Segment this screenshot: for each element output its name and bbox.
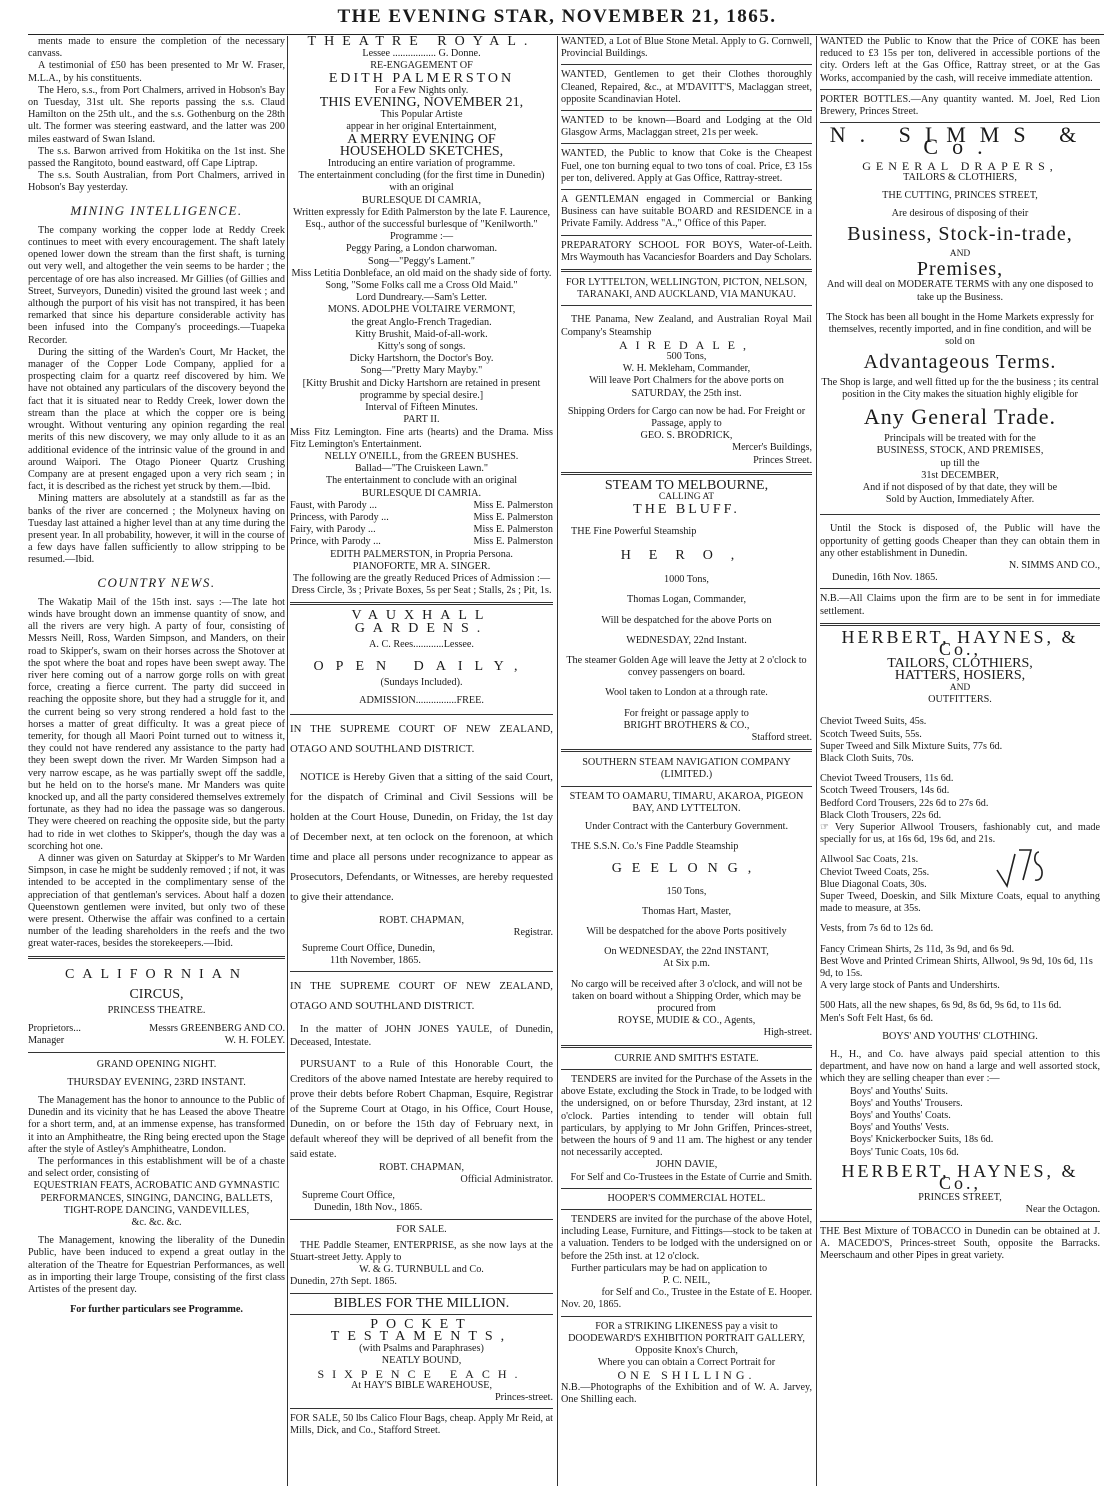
theatre-line: The entertainment concluding (for the first time in Dunedin) with an original [298, 170, 545, 194]
price-line: Fancy Crimean Shirts, 2s 11d, 3s 9d, and 6s 9d. [820, 943, 1015, 955]
price-line: A very large stock of Pants and Undershirts. [820, 980, 1000, 992]
hero-calling: CALLING AT [658, 492, 715, 503]
forsale-agent: W. & G. TURNBULL and Co. [359, 1264, 484, 1276]
simms-ifnot: And if not disposed of by that date, they will be [862, 481, 1058, 493]
handwritten-annotation-mark [993, 840, 1063, 900]
simms-terms: Advantageous Terms. [863, 351, 1057, 374]
theatre-line: BURLESQUE DI CAMRIA. [361, 487, 482, 499]
simms-shop: The Shop is large, and well fitted up for the the business ; its central position in the City makes the situation highly eligible for [821, 376, 1099, 400]
simms-signature: N. SIMMS AND CO., [1008, 560, 1100, 571]
simms-premises: Premises, [916, 258, 1004, 281]
simms-tailors: TAILORS & CLOTHIERS, [903, 171, 1017, 183]
price-line: Super Tweed and Silk Mixture Suits, 77s 6d. [820, 740, 1003, 752]
price-line: 500 Hats, all the new shapes, 6s 9d, 8s 6d, 9s 6d, to 11s 6d. [820, 1000, 1062, 1012]
currie-body: TENDERS are invited for the Purchase of the Assets in the above Estate, excluding the Stock in Trade, to be lodged with the undersigned, on or before Thursday, 23rd instant, at 12 o'clock. Parties intending to tender will obtain full particulars, by applying to Mr John Griffen, Princes-street, between the hours of 9 and 11 am. The highest or any tender not necessarily accepted. [561, 1073, 812, 1159]
tobacco-ad: THE Best Mixture of TOBACCO in Dunedin can be obtained at J. A. MACEDO'S, Princes-street South, opposite the Barracks. Meerschaum and other Pipes in great variety. [820, 1225, 1100, 1262]
geelong-cargo: No cargo will be received after 3 o'clock, and will not be taken on board without a Shipping Order, which may be procured from [570, 978, 803, 1015]
geelong-ship: GEELONG, [611, 861, 762, 877]
theatre-line: Peggy Paring, a London charwoman. [345, 243, 498, 255]
theatre-line: HOUSEHOLD SKETCHES, [339, 143, 504, 159]
column-divider [557, 36, 558, 1486]
divider [561, 305, 812, 306]
bibles-price: SIXPENCE EACH. [317, 1366, 526, 1381]
geelong-contract: Under Contract with the Canterbury Government. [584, 821, 789, 833]
divider [561, 1209, 812, 1210]
simms-date: Dunedin, 16th Nov. 1865. [832, 572, 938, 584]
vauxhall-open: OPEN DAILY, [313, 658, 530, 674]
bibles-line: NEATLY BOUND, [381, 1355, 462, 1367]
cast-row [290, 500, 553, 512]
herbert-haynes-ad [820, 626, 1100, 1217]
price-line: Bedford Cord Trousers, 22s 6d to 27s 6d. [820, 797, 989, 809]
classified-ad: WANTED, the Public to know that Coke is the Cheapest Fuel, one ton burning equal to two tons of coal. Price, £3 15s per ton, delivered. Apply at Gas Office, Rattray-street. [561, 148, 812, 184]
court-office: Supreme Court Office, Dunedin, [302, 942, 436, 954]
currie-role: For Self and Co-Trustees in the Estate of Currie and Smith. [570, 1171, 812, 1183]
bibles-line: (with Psalms and Paraphrases) [359, 1343, 484, 1355]
simms-title: N. SIMMS & Co. [829, 122, 1091, 160]
court-body: NOTICE is Hereby Given that a sitting of the said Court, for the dispatch of Criminal and Civil Sessions will be holden at the Court House, Dunedin, on Friday, the 1st day of December next, at ten oclock on the forenoon, at which time and place all persons under recognizance to appear as Prosecutors, Defendants, or Witnesses, are hereby requested to give their attendance. [290, 770, 553, 903]
airedale-tons: 500 Tons, [666, 351, 707, 363]
bibles-line: At HAY'S BIBLE WAREHOUSE, [350, 1379, 493, 1391]
classified-ad: WANTED, a Lot of Blue Stone Metal. Apply to G. Cornwell, Provincial Buildings. [561, 36, 812, 60]
hh-title-2: HERBERT, HAYNES, & Co., [841, 1160, 1079, 1194]
vauxhall-lessee: A. C. Rees............Lessee. [369, 638, 474, 650]
airedale-orders: Shipping Orders for Cargo can now be had. For Freight or Passage, apply to [567, 405, 806, 430]
simms-drapers: GENERAL DRAPERS, [862, 158, 1058, 173]
currie-heading: CURRIE AND SMITH'S ESTATE. [614, 1052, 759, 1064]
vauxhall-title: VAUXHALL GARDENS. [351, 608, 492, 636]
theatre-line: [Kitty Brushit and Dicky Hartshorn are retained in present programme by special desire.] [302, 377, 541, 401]
simms-cutting: THE CUTTING, PRINCES STREET, [882, 190, 1038, 202]
portrait-nb: N.B.—Photographs of the Exhibition and of W. A. Jarvey, One Shilling each. [561, 1381, 812, 1405]
simms-nb: N.B.—All Claims upon the firm are to be sent in for immediate settlement. [820, 593, 1100, 617]
portrait-ad [561, 1321, 812, 1406]
cast-actor: Miss E. Palmerston [473, 511, 553, 523]
theatre-line: Lord Dundreary.—Sam's Letter. [356, 292, 487, 304]
cast-row [290, 536, 553, 548]
hero-body: THE Fine Powerful Steamship [571, 525, 697, 537]
simms-auction: Sold by Auction, Immediately After. [885, 494, 1035, 506]
proprietors-label: Proprietors... [28, 1023, 81, 1035]
bibles-line: Princes-street. [495, 1392, 553, 1404]
boys-item: Boys' and Youths' Trousers. [850, 1097, 963, 1109]
hh-and: AND [949, 682, 971, 693]
theatre-line: RE-ENGAGEMENT OF [370, 60, 473, 72]
hero-agent: BRIGHT BROTHERS & CO., [623, 719, 750, 731]
hooper-signature: P. C. NEIL, [662, 1274, 711, 1286]
court-signature: ROBT. CHAPMAN, [378, 914, 464, 926]
circus-etc: &c. &c. &c. [131, 1217, 182, 1229]
paragraph: The s.s. Barwon arrived from Hokitika on the 1st inst. She passed the Rangitoto, bound eastward, off Cape Liptrap. [28, 145, 285, 170]
theatre-line: Miss Fitz Lemington. Fine arts (hearts) and the Drama. Miss Fitz Lemington's Entertainment. [290, 426, 553, 450]
cast-actor: Miss E. Palmerston [473, 536, 553, 548]
paragraph: The Management, knowing the liberality of the Dunedin Public, have been induced to expend a great outlay in the alteration of the Theatre for Equestrian Performances, as well as in importing their large Troupe, consisting of the first class Artistes of the present day. [28, 1235, 285, 1296]
theatre-line: Kitty Brushit, Maid-of-all-work. [355, 328, 488, 340]
theatre-line: the great Anglo-French Tragedian. [351, 316, 492, 328]
portrait-price: ONE SHILLING. [617, 1368, 756, 1383]
hero-commander: Thomas Logan, Commander, [627, 594, 746, 606]
hero-tender: The steamer Golden Age will leave the Jetty at 2 o'clock to convey passengers on board. [566, 655, 807, 679]
theatre-line: Programme :— [389, 231, 454, 243]
hh-boys-heading: BOYS' AND YOUTHS' CLOTHING. [882, 1030, 1038, 1042]
circus-ad [28, 966, 285, 1317]
hooper-role: for Self and Co., Trustee in the Estate of E. Hooper. [601, 1287, 812, 1299]
geelong-street: High-street. [763, 1027, 812, 1039]
currie-signature: JOHN DAVIE, [655, 1159, 718, 1171]
divider [561, 235, 812, 236]
divider [28, 1052, 285, 1053]
vauxhall-ad [290, 610, 553, 707]
divider [561, 269, 812, 272]
hero-apply: For freight or passage apply to [624, 707, 749, 719]
airedale-agent: GEO. S. BRODRICK, [640, 430, 733, 442]
geelong-agent: ROYSE, MUDIE & CO., Agents, [617, 1015, 756, 1027]
price-line: Best Wove and Printed Crimean Shirts, Allwool, 9s 9d, 10s 6d, 11s 9d, to 15s. [820, 955, 1093, 979]
hero-heading: STEAM TO MELBOURNE, [604, 477, 769, 493]
cast-role: Fairy, with Parody ... [290, 524, 376, 536]
simms-ad [820, 122, 1100, 618]
paragraph: The s.s. South Australian, from Port Chalmers, arrived in Hobson's Bay yesterday. [28, 170, 285, 194]
divider [290, 714, 553, 715]
theatre-line: MONS. ADOLPHE VOLTAIRE VERMONT, [327, 304, 516, 316]
hh-near: Near the Octagon. [1025, 1204, 1100, 1216]
hero-wool: Wool taken to London at a through rate. [605, 687, 768, 699]
court-matter: In the matter of JOHN JONES YAULE, of Dunedin, Deceased, Intestate. [290, 1024, 553, 1048]
cast-role: Princess, with Parody ... [290, 511, 389, 523]
airedale-addr: Mercer's Buildings, [732, 442, 812, 454]
column-2 [290, 36, 553, 1486]
hero-ship: HERO, [620, 548, 753, 563]
simms-dec: 31st DECEMBER, [921, 469, 999, 481]
simms-desirous: Are desirous of disposing of their [891, 208, 1029, 220]
simms-bsp: BUSINESS, STOCK, AND PREMISES, [876, 445, 1044, 457]
divider [561, 110, 812, 111]
theatre-lessee: Lessee ................. G. Donne. [362, 48, 481, 60]
simms-principals: Principals will be treated with for the [884, 433, 1036, 445]
geelong-date: On WEDNESDAY, the 22nd INSTANT, [604, 946, 769, 958]
divider [290, 602, 553, 605]
divider [561, 143, 812, 144]
geelong-tons: 150 Tons, [666, 885, 707, 897]
classified-ad: A GENTLEMAN engaged in Commercial or Banking Business can have suitable BOARD and RESIDENCE in a Private Family. Address "A.," Office of this Paper. [561, 194, 812, 230]
paragraph: The company working the copper lode at Reddy Creek continues to meet with every encouragement. The shaft lately opened lower down the stream than the first shaft, is turning out very well, and altogether the vein seems to be harder ; the percentage of ore has also increased. Mr Gillies (of Gillies and Street, Surveyors, Dunedin) visited the ground last week ; and although the purport of his visit has not transpired, it has been remarked that since his departure considerable activity has been infused into the Company's proceedings.—Tuapeka Recorder. [28, 224, 285, 346]
airedale-street: Princes Street. [753, 454, 812, 466]
court-date: 11th November, 1865. [330, 955, 421, 967]
divider [561, 1045, 812, 1048]
vauxhall-sundays: (Sundays Included). [380, 677, 463, 689]
airedale-commander: W. H. Mekleham, Commander, [622, 363, 751, 375]
hooper-further: Further particulars may be had on application to [571, 1262, 768, 1274]
divider [561, 1316, 812, 1317]
theatre-line: Song—"Pretty Mary Mayby." [360, 365, 483, 377]
divider [820, 89, 1100, 90]
theatre-line: Miss Letitia Donbleface, an old maid on the shady side of forty. [291, 267, 552, 279]
hh-boys-body: H., H., and Co. have always paid special attention to this department, and have now on hand a large and well assorted stock, which they are selling cheaper than ever :— [820, 1049, 1100, 1085]
price-line: Allwool Sac Coats, 21s. [820, 854, 919, 866]
cast-actor: Miss E. Palmerston [473, 524, 553, 536]
hero-street: Stafford street. [751, 732, 812, 744]
bibles-heading: BIBLES FOR THE MILLION. [333, 1295, 510, 1311]
geelong-master: Thomas Hart, Master, [642, 905, 731, 917]
price-line: Scotch Tweed Trousers, 14s 6d. [820, 785, 950, 797]
theatre-line: PIANOFORTE, MR A. SINGER. [352, 560, 491, 572]
theatre-line: Introducing an entire variation of programme. [327, 158, 516, 170]
paragraph: During the sitting of the Warden's Court, Mr Hacket, the manager of the Copper Lode Company, applied for a prospecting claim for a quartz reef discovered by him. We have not obtained any particulars of the discovery beyond the fact that it is situated near to Reddy Creek, lower down the stream than the place at which the copper ore is being wrought. Without venturing any opinion regarding the real merits of this new discovery, we may only allude to it as an additional evidence of the intrinsic value of the ground in and around Waipori. The Otago Pioneer Quartz Crushing Company are at present engaged upon a very rich seam ; in fact, it is described as the richest yet struck by them.—Ibid. [28, 346, 285, 493]
price-line: Black Cloth Suits, 70s. [820, 752, 914, 764]
bibles-title: POCKET TESTAMENTS, [330, 1316, 513, 1345]
divider [290, 971, 553, 972]
currie-ad [561, 1053, 812, 1184]
hh-street: PRINCES STREET, [918, 1192, 1002, 1204]
divider [290, 1314, 553, 1315]
court-date: Dunedin, 18th Nov., 1865. [314, 1202, 423, 1214]
theatre-line: BURLESQUE DI CAMRIA, [361, 194, 482, 206]
simms-business: Business, Stock-in-trade, [847, 223, 1073, 246]
divider [820, 623, 1100, 626]
theatre-line: Kitty's song of songs. [377, 341, 466, 353]
divider [820, 514, 1100, 515]
hh-tailors: TAILORS, CLOTHIERS, [887, 656, 1033, 672]
classified-ad: WANTED to be known—Board and Lodging at the Old Glasgow Arms, Maclaggan street, 21s per week. [561, 115, 812, 139]
hh-outfitters: OUTFITTERS. [928, 694, 992, 706]
manager-label: Manager [28, 1035, 65, 1047]
circus-venue: PRINCESS THEATRE. [107, 1005, 206, 1017]
price-line: Black Cloth Trousers, 22s 6d. [820, 809, 942, 821]
divider [290, 1408, 553, 1409]
theatre-line: Written expressly for Edith Palmerston by the late F. Laurence, Esq., author of the successful burlesque of "Kenilworth." [292, 206, 551, 231]
hooper-body: TENDERS are invited for the purchase of the above Hotel, including Lease, Furniture, and Fittings—stock to be taken at a valuation. Tenders to be lodged with the undersigned on or before the 25th inst. at 12 o'clock. [561, 1213, 812, 1262]
theatre-line: Song, "Some Folks call me a Cross Old Maid." [325, 280, 518, 292]
theatre-prices: Dress Circle, 3s ; Private Boxes, 5s per Seat ; Stalls, 2s ; Pit, 1s. [291, 585, 552, 597]
forsale-date: Dunedin, 27th Sept. 1865. [290, 1276, 397, 1288]
boys-item: Boys' and Youths' Vests. [850, 1122, 949, 1134]
theatre-line: EDITH PALMERSTON, in Propria Persona. [330, 548, 513, 560]
divider [820, 588, 1100, 589]
portrait-body: FOR a STRIKING LIKENESS pay a visit to DOODEWARD'S EXHIBITION PORTRAIT GALLERY, [568, 1320, 805, 1344]
price-line: Scotch Tweed Suits, 55s. [820, 728, 922, 740]
boys-item: Boys' Tunic Coats, 10s 6d. [850, 1146, 959, 1158]
airedale-heading: FOR LYTTELTON, WELLINGTON, PICTON, NELSON, TARANAKI, AND AUCKLAND, VIA MANUKAU. [565, 277, 808, 301]
simms-stock: The Stock has been all bought in the Home Markets expressly for themselves, recently imported, and in fine condition, and will be sold on [826, 311, 1094, 348]
paragraph: The Wakatip Mail of the 15th inst. says :—The late hot winds have brought down an immense quantity of snow, and all the rivers are very high. A party of four, consisting of Messrs Neill, Ross, Warden Simpson, and Manders, on their road to Skipper's, swam on their horses across the Shotover at the spot where the boat and ropes have been swept away. The river here coming out of a narrow gorge rolls on with great force, creating a fierce current. The party did succeed in reaching the opposite shore, but they had a struggle for it, and the current being so very strong rendered a hold fast to the horses a matter of great difficulty. It was a great piece of temerity, for though all Maori Point turned out to witness it, they could not have rendered any assistance to the party had they been swept down the river. Mr Warden Simpson had a very narrow escape, as he was partially swept off the saddle, but he held on to the horse's mane. Mr Manders was quite knocked up, and all the party considered themselves extremely fortunate, as they had no idea the passage was so dangerous. They were cheered on reaching the opposite side, but the party had to ride in wet clothes to Skipper's, though the day was a scorching hot one. [28, 596, 285, 852]
cast-role: Faust, with Parody ... [290, 499, 377, 511]
geelong-time: At Six p.m. [663, 958, 710, 970]
hero-tons: 1000 Tons, [664, 574, 709, 586]
theatre-line: PART II. [403, 414, 440, 426]
cast-row [290, 512, 553, 524]
simms-until: Until the Stock is disposed of, the Public will have the opportunity of getting goods Cheaper than they can obtain them in any other establishment in Dunedin. [820, 523, 1100, 559]
court-notice-1 [290, 719, 553, 968]
geelong-sail: Will be despatched for the above Ports positively [586, 926, 787, 938]
section-heading-mining: MINING INTELLIGENCE. [70, 202, 243, 218]
cast-actor: Miss E. Palmerston [473, 499, 553, 511]
theatre-ad [290, 36, 553, 597]
circus-footer: For further particulars see Programme. [70, 1304, 243, 1316]
court-role: Registrar. [513, 926, 553, 938]
hooper-heading: HOOPER'S COMMERCIAL HOTEL. [607, 1192, 766, 1204]
classified-ad: WANTED, Gentlemen to get their Clothes thoroughly Cleaned, Repaired, &c., at M'DAVITT'S, Maclaggan street, opposite Scandinavian Hotel. [561, 69, 812, 105]
theatre-line: Ballad—"The Cruiskeen Lawn." [354, 463, 489, 475]
manager: W. H. FOLEY. [224, 1035, 285, 1047]
paragraph: The Management has the honor to announce to the Public of Dunedin and its vicinity that he has Leased the above Theatre for a short term, and, at an immense expense, has transformed it into an Amphitheatre, the Ring being erected upon the Stage after the style of Astley's Amphitheatre, London. [28, 1095, 285, 1155]
paragraph: ments made to ensure the completion of the necessary canvass. [28, 36, 285, 60]
porter-ad: PORTER BOTTLES.—Any quantity wanted. M. Joel, Red Lion Brewery, Princes Street. [820, 93, 1100, 118]
price-line: Super Tweed, Doeskin, and Silk Mixture Coats, equal to anything made to measure, at 35s. [820, 890, 1100, 915]
theatre-line: Interval of Fifteen Minutes. [365, 402, 478, 414]
price-line: Cheviot Tweed Coats, 25s. [820, 866, 930, 878]
court-role: Official Administrator. [460, 1173, 553, 1185]
price-line: Cheviot Tweed Trousers, 11s 6d. [820, 773, 954, 785]
price-line: Cheviot Tweed Suits, 45s. [820, 716, 927, 728]
divider [561, 749, 812, 752]
court-body: PURSUANT to a Rule of this Honorable Court, the Creditors of the above named Intestate are hereby required to prove their debts before Robert Chapman, Esquire, Registrar of the Supreme Court at Otago, in his Office, Court House, Dunedin, on or before the 15th day of February next, in default whereof they will be deprived of all benefit from the said estate. [290, 1058, 553, 1160]
paragraph: A testimonial of £50 has been presented to Mr W. Fraser, M.L.A., by his constituents. [28, 60, 285, 84]
coke-ad: WANTED the Public to Know that the Price of COKE has been reduced to £3 15s per ton, delivered in accessible portions of the city. Orders left at the Gas Office, Rattray street, or at the Gas Works, accompanied by the cash, will receive immediate attention. [820, 36, 1100, 84]
court-heading: IN THE SUPREME COURT OF NEW ZEALAND, OTAGO AND SOUTHLAND DISTRICT. [290, 722, 553, 755]
theatre-line: A MERRY EVENING OF [347, 131, 496, 147]
proprietors: Messrs GREENBERG AND CO. [149, 1023, 285, 1035]
boys-item: Boys' and Youths' Suits. [850, 1085, 948, 1097]
circus-acts: EQUESTRIAN FEATS, ACROBATIC AND GYMNASTIC PERFORMANCES, SINGING, DANCING, BALLETS, TIGHT-ROPE DANCING, VANDEVILLES, [33, 1180, 280, 1216]
boys-item: Boys' Knickerbocker Suits, 18s 6d. [850, 1134, 994, 1146]
section-heading-country: COUNTRY NEWS. [97, 574, 216, 590]
divider [561, 1069, 812, 1070]
simms-and: AND [949, 248, 971, 259]
hooper-ad [561, 1193, 812, 1312]
theatre-line: This Popular Artiste [380, 109, 463, 121]
bibles-ad [290, 1295, 553, 1405]
classified-ad: PREPARATORY SCHOOL FOR BOYS, Water-of-Leith. Mrs Waymouth has Vacanciesfor Boarders and Day Scholars. [561, 239, 812, 263]
price-line: Blue Diagonal Coats, 30s. [820, 878, 927, 890]
forsale-heading: FOR SALE. [396, 1223, 447, 1235]
divider [561, 472, 812, 475]
vauxhall-admission: ADMISSION................FREE. [359, 695, 484, 707]
airedale-ad [561, 277, 812, 467]
geelong-route: STEAM TO OAMARU, TIMARU, AKAROA, PIGEON BAY, AND LYTTELTON. [569, 790, 804, 814]
paragraph: Mining matters are absolutely at a standstill as far as the banks of the river are concerned ; the Molyneux having on Tuesday last attained a higher level than at any time during the present year. In all probability, however, it will in the course of a few days have fallen sufficiently to allow stripping to be resumed.—Ibid. [28, 493, 285, 566]
court-heading: IN THE SUPREME COURT OF NEW ZEALAND, OTAGO AND SOUTHLAND DISTRICT. [290, 980, 553, 1013]
cast-row [290, 524, 553, 536]
airedale-body: THE Panama, New Zealand, and Australian Royal Mail Company's Steamship [561, 314, 812, 338]
hero-ad [561, 477, 812, 744]
theatre-star: EDITH PALMERSTON [328, 70, 515, 86]
circus-title: CALIFORNIAN [65, 966, 248, 982]
column-3 [561, 36, 812, 1486]
divider [561, 64, 812, 65]
boys-item: Boys' and Youths' Coats. [850, 1110, 951, 1122]
column-1 [28, 36, 285, 1486]
cast-role: Prince, with Parody ... [290, 536, 381, 548]
theatre-line: For a Few Nights only. [374, 84, 469, 96]
paragraph: A dinner was given on Saturday at Skipper's to Mr Warden Simpson, in case he might be suddenly removed ; if not, it was intended to be accepted in the complimentary sense of the appreciation of that gentleman's services. About half a dozen Queenstown gentlemen were invited, but only two of these were present. Otherwise the affair was confined to a certain number of the leading shareholders in the reefs and the two great water-races, besides the storekeepers.—Ibid. [28, 853, 285, 950]
divider [290, 1219, 553, 1220]
theatre-line: The entertainment to conclude with an original [325, 475, 518, 487]
price-line: ☞ Very Superior Allwool Trousers, fashionably cut, and made specially for us, at 16s 6d, 19s 6d, and 21s. [820, 821, 1100, 846]
theatre-line: Dicky Hartshorn, the Doctor's Boy. [349, 353, 494, 365]
theatre-evening: THIS EVENING, NOVEMBER 21, [319, 95, 524, 111]
divider [290, 1293, 553, 1294]
masthead-rule [28, 34, 1104, 35]
forsale-ad [290, 1224, 553, 1289]
simms-moderate: And will deal on MODERATE TERMS with any one disposed to take up the Business. [826, 279, 1094, 303]
price-line: Men's Soft Felt Hast, 6s 6d. [820, 1012, 934, 1024]
simms-any: Any General Trade. [863, 403, 1057, 429]
airedale-ship: AIREDALE, [619, 337, 754, 352]
hero-bluff: THE BLUFF. [633, 501, 740, 517]
airedale-sail: Will leave Port Chalmers for the above ports on SATURDAY, the 25th inst. [589, 375, 784, 399]
circus-subtitle: CIRCUS, [129, 986, 184, 1002]
column-divider [287, 36, 288, 1486]
hh-title: HERBERT, HAYNES, & Co., [841, 626, 1079, 660]
theatre-title: THEATRE ROYAL. [307, 36, 536, 49]
paragraph: The performances in this establishment will be of a chaste and select order, consisting of [28, 1156, 285, 1180]
geelong-ad [561, 757, 812, 1039]
theatre-line: NELLY O'NEILL, from the GREEN BUSHES. [324, 450, 519, 462]
circus-date: THURSDAY EVENING, 23RD INSTANT. [67, 1076, 246, 1088]
paragraph: The Hero, s.s., from Port Chalmers, arrived in Hobson's Bay on Tuesday, 31st ult. She reports passing the s.s. Claud Hamilton on the 25th ult., and the s.s. Gothenburg on the 28th ult. The former was steering eastward, and the latter was 200 miles eastward of Swan Island. [28, 84, 285, 145]
bags-ad: FOR SALE, 50 lbs Calico Flour Bags, cheap. Apply Mr Reid, at Mills, Dick, and Co., Stafford Street. [290, 1413, 553, 1437]
masthead: THE EVENING STAR, NOVEMBER 21, 1865. [337, 6, 777, 27]
divider [561, 786, 812, 787]
divider [561, 189, 812, 190]
column-divider [816, 36, 817, 1486]
hero-date: WEDNESDAY, 22nd Instant. [626, 634, 747, 646]
court-office: Supreme Court Office, [302, 1190, 395, 1202]
price-line: Vests, from 7s 6d to 12s 6d. [820, 923, 934, 935]
theatre-line: appear in her original Entertainment, [346, 121, 497, 133]
hooper-date: Nov. 20, 1865. [561, 1299, 622, 1311]
simms-till: up till the [940, 457, 980, 469]
theatre-line: Song—"Peggy's Lament." [368, 255, 475, 267]
portrait-where: Where you can obtain a Correct Portrait for [597, 1357, 776, 1369]
circus-opening: GRAND OPENING NIGHT. [96, 1058, 217, 1070]
court-notice-2 [290, 976, 553, 1214]
court-signature: ROBT. CHAPMAN, [378, 1161, 464, 1173]
hero-sail: Will be despatched for the above Ports on [601, 614, 772, 626]
hh-hatters: HATTERS, HOSIERS, [894, 668, 1026, 684]
geelong-body: THE S.S.N. Co.'s Fine Paddle Steamship [571, 841, 739, 853]
theatre-line: The following are the greatly Reduced Prices of Admission :— [292, 572, 551, 584]
divider [561, 1188, 812, 1189]
geelong-heading: SOUTHERN STEAM NAVIGATION COMPANY (LIMITED.) [582, 757, 791, 781]
divider [28, 956, 285, 959]
column-4 [820, 36, 1100, 1486]
portrait-opp: Opposite Knox's Church, [635, 1344, 738, 1356]
divider [820, 1221, 1100, 1222]
forsale-body: THE Paddle Steamer, ENTERPRISE, as she now lays at the Stuart-street Jetty. Apply to [290, 1239, 553, 1263]
